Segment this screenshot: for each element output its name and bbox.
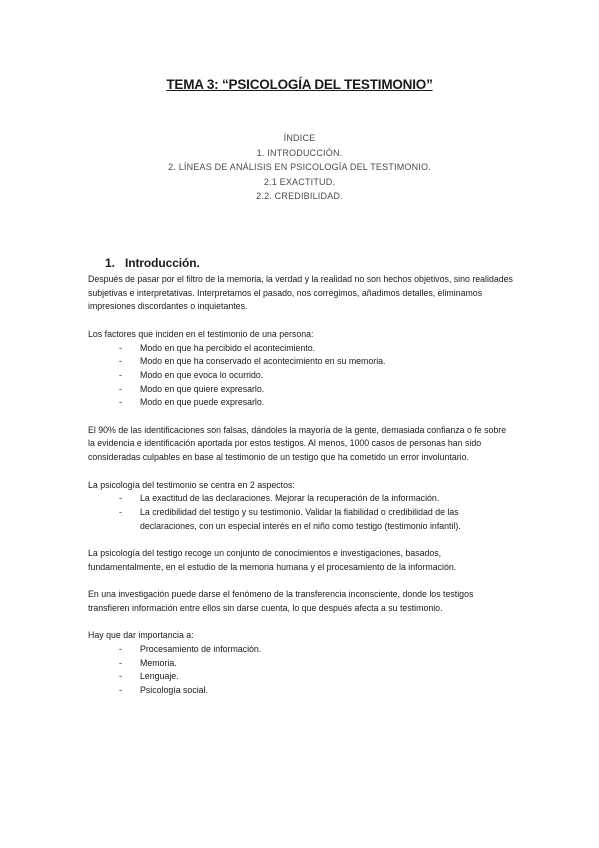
list-item: - La credibilidad del testigo y su testimonio. Validar la fiabilidad o credibilidad de las declaraciones, con un especial interés en el niño como testigo (testimonio infantil). <box>119 506 461 531</box>
list-item: - Modo en que evoca lo ocurrido. <box>88 369 513 383</box>
toc-item: 2.1 EXACTITUD. <box>263 176 336 187</box>
list-item: - Memoria. <box>88 657 513 671</box>
bullet-dash: - <box>119 671 122 682</box>
section-body <box>88 273 513 698</box>
paragraph: La psicología del testimonio se centra en 2 aspectos: <box>88 479 295 490</box>
aspects-list <box>88 492 513 533</box>
document-title: TEMA 3: “PSICOLOGÍA DEL TESTIMONIO” <box>166 77 433 92</box>
section-number: 1. <box>105 256 115 270</box>
list-item: - Modo en que ha percibido el acontecimiento. <box>88 342 513 356</box>
toc-item: 1. INTRODUCCIÓN. <box>256 147 343 158</box>
bullet-dash: - <box>119 493 122 504</box>
paragraph: El 90% de las identificaciones son falsas, dándoles la mayoría de la gente, demasiada confianza o fe sobre la evidencia e identificación aportada por estos testigos. Al menos, 1000 casos de personas han sido consideradas culpables en base al testimonio de un testigo que ha cometido un error involuntario. <box>88 424 507 463</box>
list-item: - Modo en que quiere expresarlo. <box>88 383 513 397</box>
table-of-contents <box>0 131 599 204</box>
section-title: Introducción. <box>125 256 200 270</box>
bullet-dash: - <box>119 356 122 367</box>
paragraph: La psicología del testigo recoge un conjunto de conocimientos e investigaciones, basados, fundamentalmente, en el estudio de la memoria humana y el procesamiento de la información. <box>88 548 457 572</box>
bullet-dash: - <box>119 506 122 517</box>
toc-heading: ÍNDICE <box>283 133 316 143</box>
bullet-dash: - <box>119 657 122 668</box>
paragraph: Hay que dar importancia a: <box>88 630 194 641</box>
toc-item: 2. LÍNEAS DE ANÁLISIS EN PSICOLOGÍA DEL TESTIMONIO. <box>168 162 431 173</box>
toc-item: 2.2. CREDIBILIDAD. <box>256 191 343 202</box>
importance-list <box>88 643 513 698</box>
list-item: - Procesamiento de información. <box>88 643 513 657</box>
factors-list <box>88 342 513 411</box>
list-item: - Modo en que ha conservado el acontecimiento en su memoria. <box>88 355 513 369</box>
list-item: - Modo en que puede expresarlo. <box>88 396 513 410</box>
bullet-dash: - <box>119 685 122 695</box>
list-item: - Lenguaje. <box>88 670 513 684</box>
paragraph: Los factores que inciden en el testimonio de una persona: <box>88 328 314 339</box>
bullet-dash: - <box>119 342 122 353</box>
list-item: - La exactitud de las declaraciones. Mejorar la recuperación de la información. <box>88 492 513 506</box>
paragraph: Después de pasar por el filtro de la memoria, la verdad y la realidad no son hechos objetivos, sino realidades subjetivas e interpretativas. Interpretamos el pasado, nos corregimos, añadimos detalles, eliminamos impresiones discordantes o inquietantes. <box>88 274 513 312</box>
bullet-dash: - <box>119 397 122 408</box>
bullet-dash: - <box>119 643 122 654</box>
list-item: - Psicología social. <box>88 684 513 698</box>
section-heading <box>105 256 200 270</box>
bullet-dash: - <box>119 369 122 380</box>
paragraph: En una investigación puede darse el fenómeno de la transferencia inconsciente, donde los testigos transfieren información entre ellos sin darse cuenta, lo que después afecta a su testimonio. <box>88 589 474 613</box>
bullet-dash: - <box>119 383 122 394</box>
